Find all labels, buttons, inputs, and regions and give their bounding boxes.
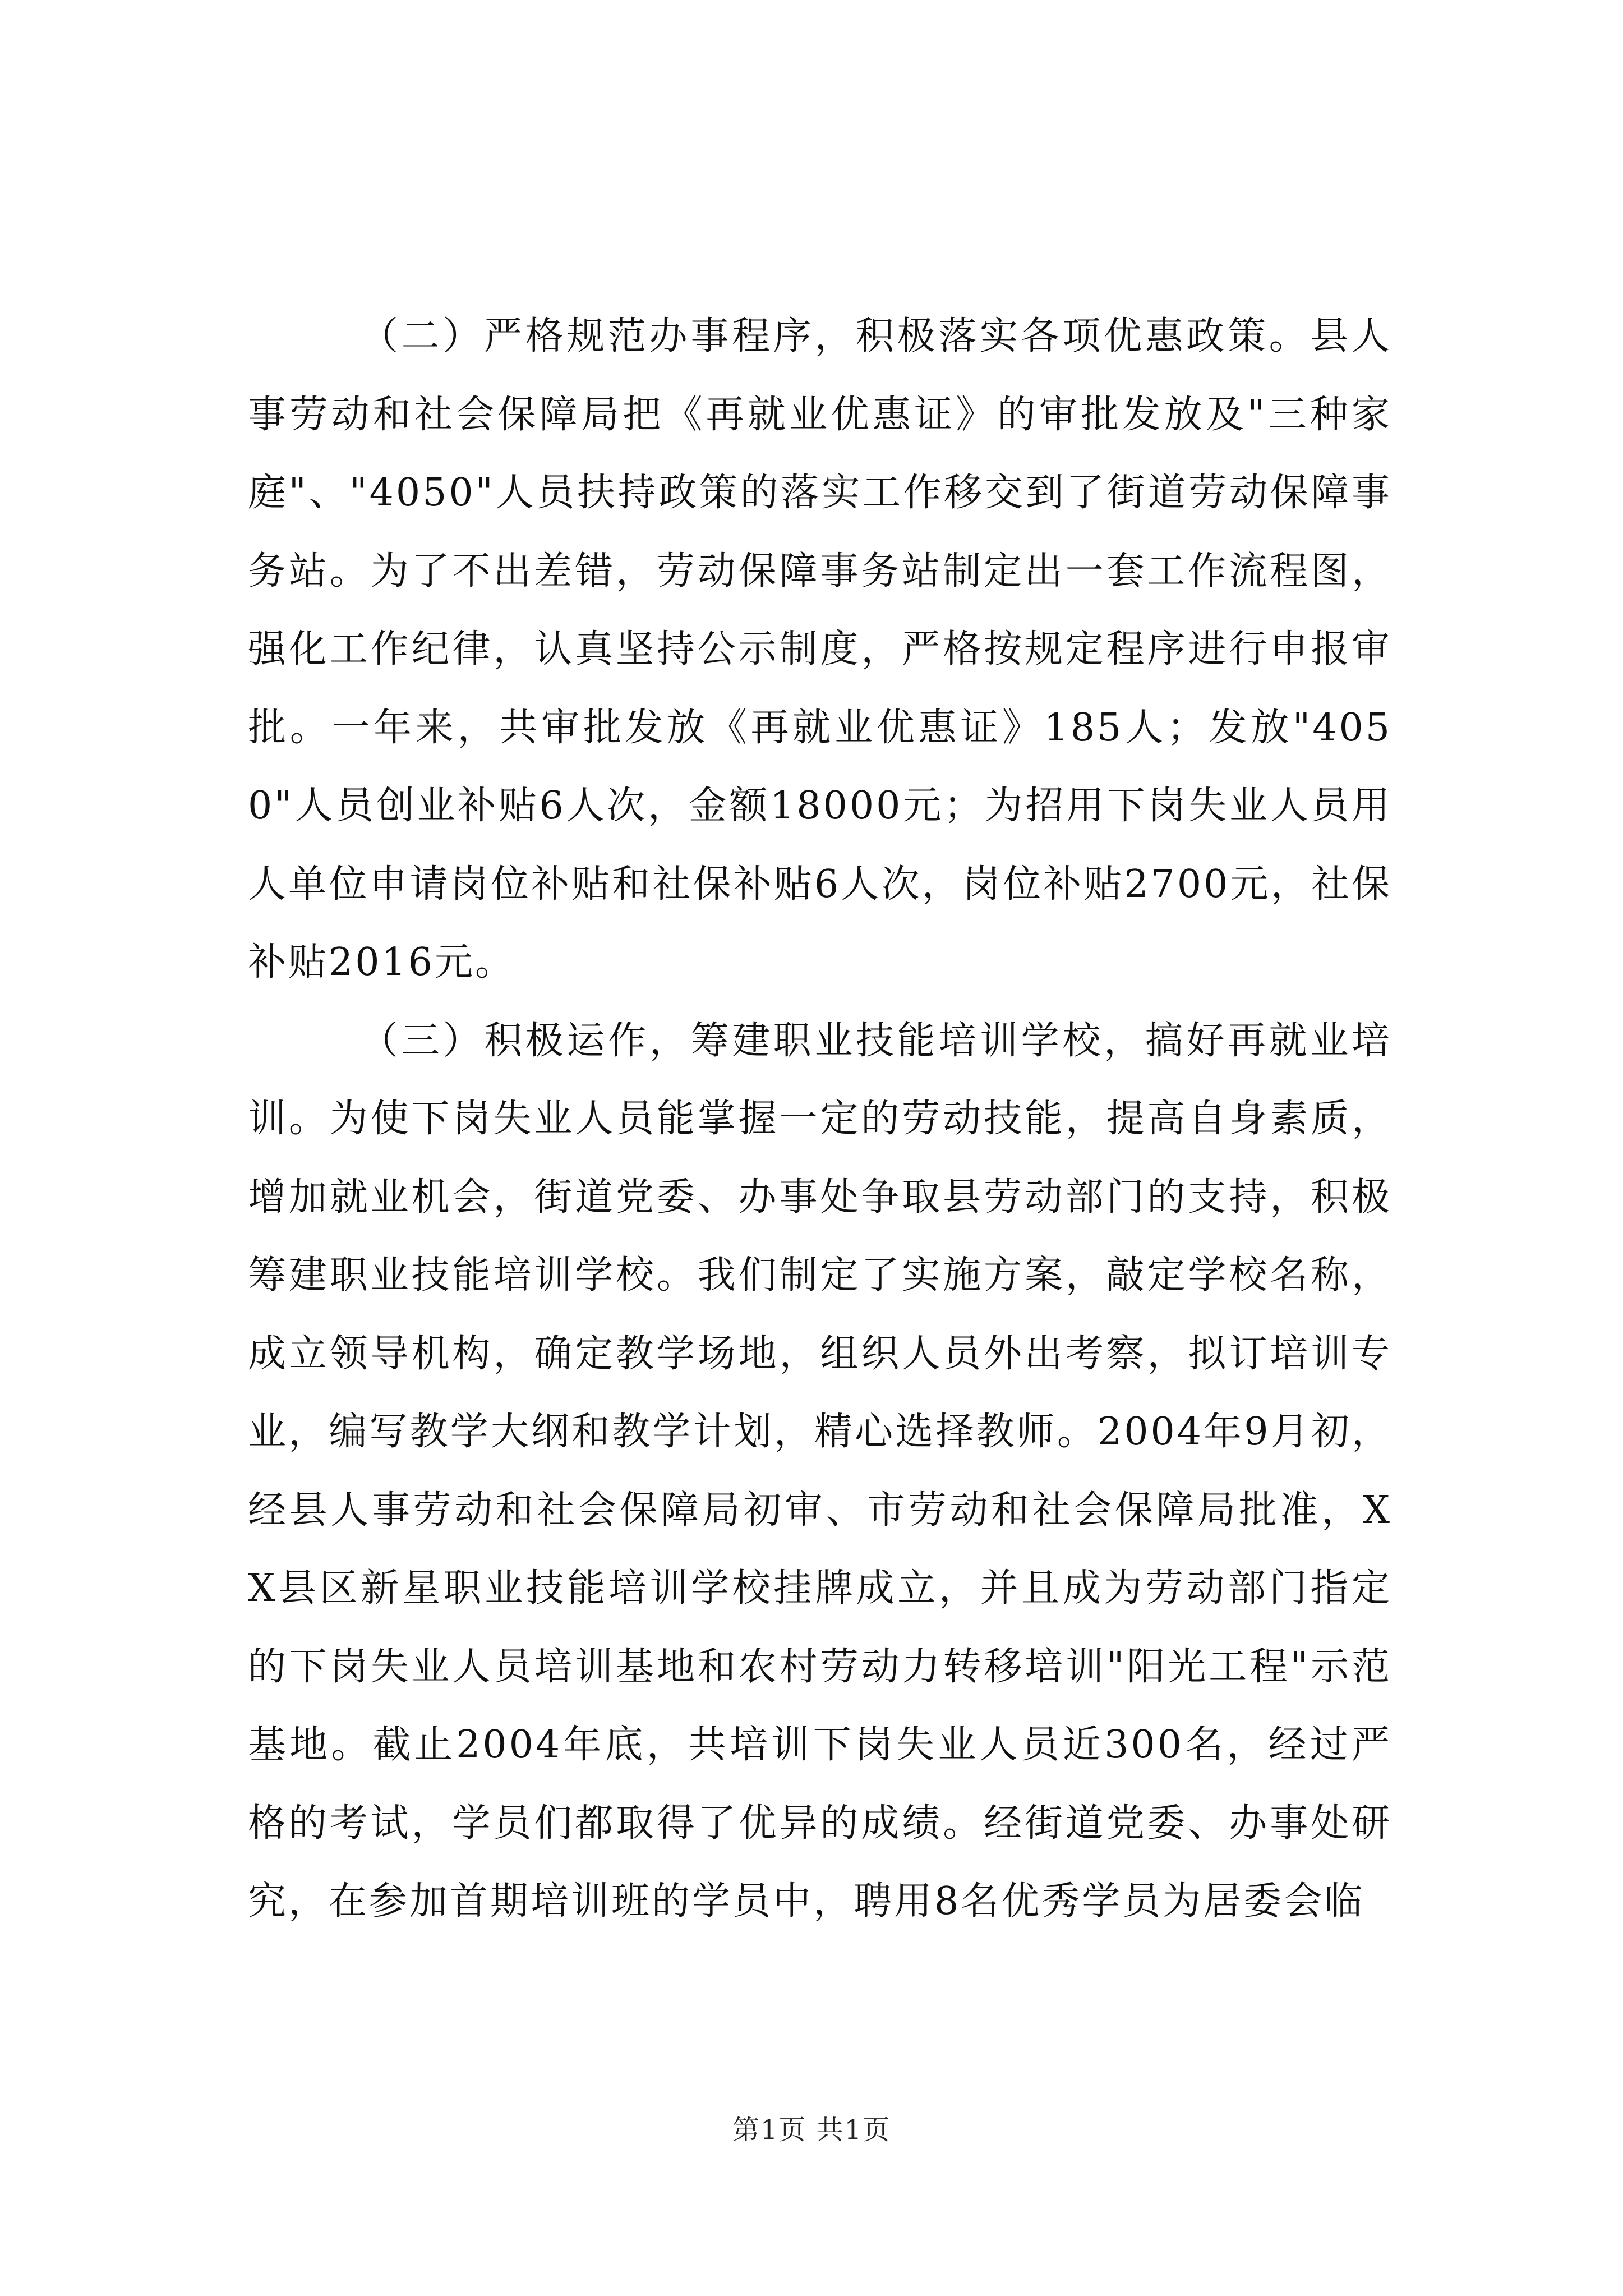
page-footer: 第1页 共1页 <box>732 2114 891 2146</box>
paragraph-section-three: （三）积极运作，筹建职业技能培训学校，搞好再就业培训。为使下岗失业人员能掌握一定的劳动技能，提高自身素质，增加就业机会，街道党委、办事处争取县劳动部门的支持，积极筹建职业技能培训学校。我们制定了实施方案，敲定学校名称，成立领导机构，确定教学场地，组织人员外出考察，拟订培训专业，编写教学大纲和教学计划，精心选择教师。2004年9月初，经县人事劳动和社会保障局初审、市劳动和社会保障局批准，XX县区新星职业技能培训学校挂牌成立，并且成为劳动部门指定的下岗失业人员培训基地和农村劳动力转移培训"阳光工程"示范基地。截止2004年底，共培训下岗失业人员近300名，经过严格的考试，学员们都取得了优异的成绩。经街道党委、办事处研究，在参加首期培训班的学员中，聘用8名优秀学员为居委会临 <box>248 1018 1392 1924</box>
paragraph-section-two: （二）严格规范办事程序，积极落实各项优惠政策。县人事劳动和社会保障局把《再就业优惠证》的审批发放及"三种家庭"、"4050"人员扶持政策的落实工作移交到了街道劳动保障事务站。为了不出差错，劳动保障事务站制定出一套工作流程图，强化工作纪律，认真坚持公示制度，严格按规定程序进行申报审批。一年来，共审批发放《再就业优惠证》185人；发放"4050"人员创业补贴6人次，金额18000元；为招用下岗失业人员用人单位申请岗位补贴和社保补贴6人次，岗位补贴2700元，社保补贴2016元。 <box>248 314 1392 984</box>
document-body <box>248 297 1392 1941</box>
